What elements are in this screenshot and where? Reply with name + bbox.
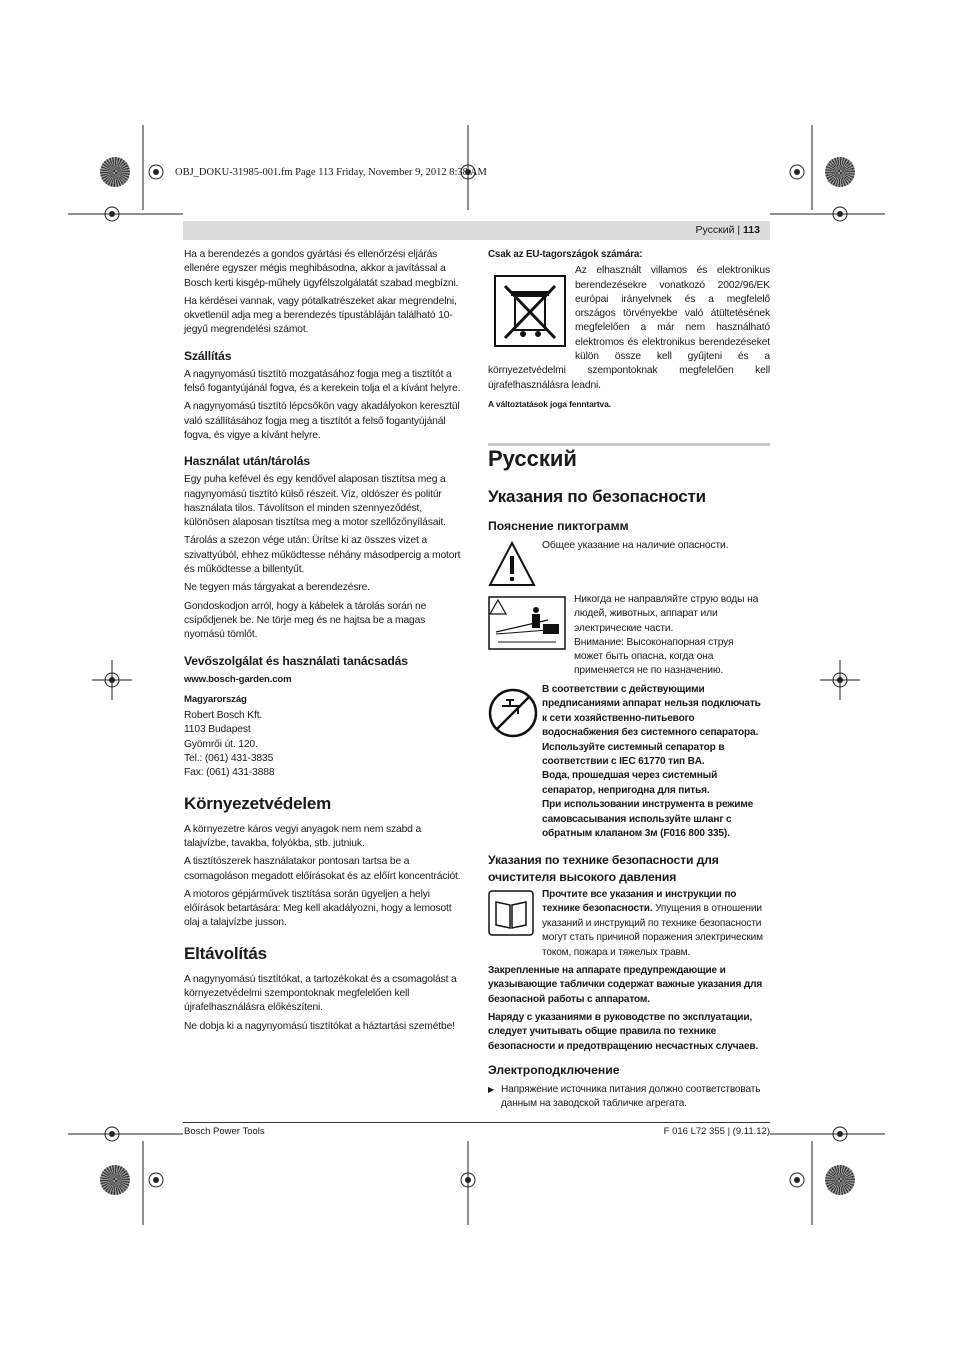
footer-right: F 016 L72 355 | (9.11.12) (663, 1126, 770, 1137)
changes-note: A változtatások joga fenntartva. (488, 398, 611, 409)
heading-line: Указания по технике безопасности для (488, 853, 719, 867)
warning-line: самовсасывания используйте шланг с (542, 813, 732, 825)
service-url: www.bosch-garden.com (184, 673, 292, 685)
section-heading: Vevőszolgálat és használati tanácsadás (184, 653, 408, 668)
general-rules-notice: Наряду с указаниями в руководстве по эксплуатации, следует учитывать общие правила по технике безопасности и предотвращению несчастных случаев. (488, 1012, 759, 1052)
section-title: Környezetvédelem (184, 793, 332, 813)
address-line: Robert Bosch Kft. (184, 710, 263, 722)
address-line: Fax: (061) 431-3888 (184, 767, 275, 779)
caption-line: Внимание: Высоконапорная струя (574, 636, 734, 648)
paragraph: Tárolás a szezon vége után: Ürítse ki az összes vizet a szivattyúból, ehhez működtesse néhány másodpercig a motort és működtesse a billentyűt. (184, 535, 461, 576)
section-heading: Szállítás (184, 348, 232, 363)
intro-paragraph: Ha kérdései vannak, vagy pótalkatrészeket akar megrendelni, okvetlenül adja meg a berendezés típustábláján található 10-jegyű megrendelési számot. (184, 295, 457, 336)
no-drinking-water-icon (488, 688, 538, 738)
warning-line: Вода, прошедшая через системный (542, 770, 718, 782)
print-header: OBJ_DOKU-31985-001.fm Page 113 Friday, November 9, 2012 8:38 AM (175, 167, 487, 178)
paragraph: A nagynyomású tisztító mozgatásához fogja meg a tisztítót a felső fogantyújánál fogva, és a kerekein tolja el a kívánt helyre. (184, 368, 461, 395)
plates-notice: Закрепленные на аппарате предупреждающие и указывающие таблички содержат важные указания для безопасной работы с аппаратом. (488, 965, 763, 1005)
warning-line: обратным клапаном 3м (F016 800 335). (542, 828, 730, 840)
footer-left: Bosch Power Tools (184, 1126, 265, 1137)
warning-line: водоснабжения без системного сепаратора. (542, 727, 759, 739)
read-manual-icon (488, 890, 534, 936)
warning-line: предписаниями аппарат нельзя подключать (542, 698, 761, 710)
registration-seal (825, 157, 855, 187)
bullet-text: Напряжение источника питания должно соответствовать данным на заводской табличке агрегата. (501, 1084, 761, 1110)
eu-text: Az elhasznált villamos és elektronikus berendezésekre vonatkozó 2002/96/EK európai irányelvnek és a megfelelő országos törvényekbe való átültetésének megfelelően a már nem használható elektromos és elektronikus berendezéseket külön össze kell gyűjteni és a környezetvédelmi szempontoknak megfelelően kell újrafelhasználásra leadni. (488, 265, 770, 391)
header-separator: | (737, 224, 741, 236)
paragraph: A nagynyomású tisztító lépcsőkön vagy akadályokon keresztül való szállításához fogja meg a tisztítót a felső fogantyújánál fogva, és vigye a kívánt helyre. (184, 401, 460, 441)
instruction-bold: Прочтите все указания и инструкции по технике безопасности. (542, 889, 737, 915)
eu-heading: Csak az EU-tagországok számára: (488, 249, 643, 260)
triangle-bullet-icon: ▶ (488, 1085, 495, 1094)
address-line: 1103 Budapest (184, 724, 251, 736)
header-language: Русский (695, 224, 735, 236)
intro-paragraph: Ha a berendezés a gondos gyártási és ellenőrzési eljárás ellenére egyszer mégis meghibásodna, akkor a javítással a Bosch kerti kisgép-műhely ügyfélszolgálatát szabad megbízni. (184, 249, 459, 289)
warning-line: В соответствии с действующими (542, 684, 705, 695)
caption-line: применяется не по назначению. (574, 665, 724, 677)
section-heading: Пояснение пиктограмм (488, 519, 629, 533)
instruction-text: Упущения в отношении указаний и инструкций по технике безопасности могут стать причиной поражения электрическим током, пожара и тяжелых травм. (542, 903, 763, 958)
section-heading: Электроподключение (488, 1063, 620, 1077)
manual-instruction (542, 888, 770, 960)
icon-caption: Общее указание на наличие опасности. (542, 540, 729, 551)
separator-warning (542, 683, 761, 841)
address-line: Gyömrői út. 120. (184, 738, 258, 750)
warning-line: При использовании инструмента в режиме (542, 799, 754, 811)
footer-rule (183, 1122, 770, 1123)
registration-seal (100, 157, 130, 187)
no-spray-people-icon (488, 596, 566, 650)
icon-caption (574, 593, 758, 679)
heading-line: очистителя высокого давления (488, 870, 677, 884)
warning-line: Используйте системный сепаратор в (542, 741, 725, 753)
page-number: 113 (743, 224, 760, 236)
warning-triangle-icon (488, 540, 536, 588)
caption-line: может быть опасна, когда она (574, 651, 714, 663)
paragraph: Ne dobja ki a nagynyomású tisztítókat a háztartási szemétbe! (184, 1020, 455, 1032)
warning-line: к сети хозяйственно-питьевого (542, 712, 695, 724)
caption-line: людей, животных, аппарат или (574, 608, 718, 620)
address-line: Tel.: (061) 431-3835 (184, 753, 274, 765)
paragraph: A nagynyomású tisztítókat, a tartozékokat és a csomagolást a környezetvédelmi szempontoknak megfelelően kell újrafelhasználásra előkészíteni. (184, 973, 457, 1014)
paragraph: A motoros gépjárművek tisztítása során ügyeljen a helyi előírások betartására: Meg kell akadályozni, hogy a lemosott olaj a talajvízbe jusson. (184, 888, 452, 929)
warning-line: сепаратор, непригодна для питья. (542, 784, 710, 796)
paragraph: A tisztítószerek használatakor pontosan tartsa be a csomagoláson megadott előírásokat és az előírt koncentrációt. (184, 856, 461, 882)
paragraph: Egy puha kefével és egy kendővel alaposan tisztítsa meg a nagynyomású tisztító külső részeit. Víz, oldószer és politúr használata tilos. Távolítson el minden szennyeződést, különösen alaposan tisztítsa meg a motor szellőzőnyílásait. (184, 474, 446, 529)
country-label: Magyarország (184, 693, 247, 705)
section-heading (488, 852, 719, 886)
language-title: Русский (488, 446, 577, 471)
paragraph: Ne tegyen más tárgyakat a berendezésre. (184, 582, 370, 594)
running-header (183, 221, 770, 240)
address-block (184, 709, 468, 780)
left-column (184, 248, 468, 1038)
caption-line: электрические части. (574, 622, 674, 634)
registration-seal (100, 1165, 130, 1195)
warning-line: соответствии с IEC 61770 тип BA. (542, 756, 705, 768)
bullet-item (488, 1083, 770, 1112)
crossed-bin-icon (493, 274, 567, 348)
section-title: Указания по безопасности (488, 487, 706, 506)
right-column (488, 248, 770, 415)
paragraph: Gondoskodjon arról, hogy a kábelek a tárolás során ne csípődjenek be. Ne törje meg és ne hajtsa be a magas nyomású tömlőt. (184, 600, 427, 641)
section-title: Eltávolítás (184, 943, 267, 963)
caption-line: Никогда не направляйте струю воды на (574, 594, 759, 605)
paragraph: A környezetre káros vegyi anyagok nem nem szabd a talajvízbe, tavakba, folyókba, stb. jutniuk. (184, 823, 422, 849)
section-heading: Használat után/tárolás (184, 454, 311, 469)
registration-seal (825, 1165, 855, 1195)
